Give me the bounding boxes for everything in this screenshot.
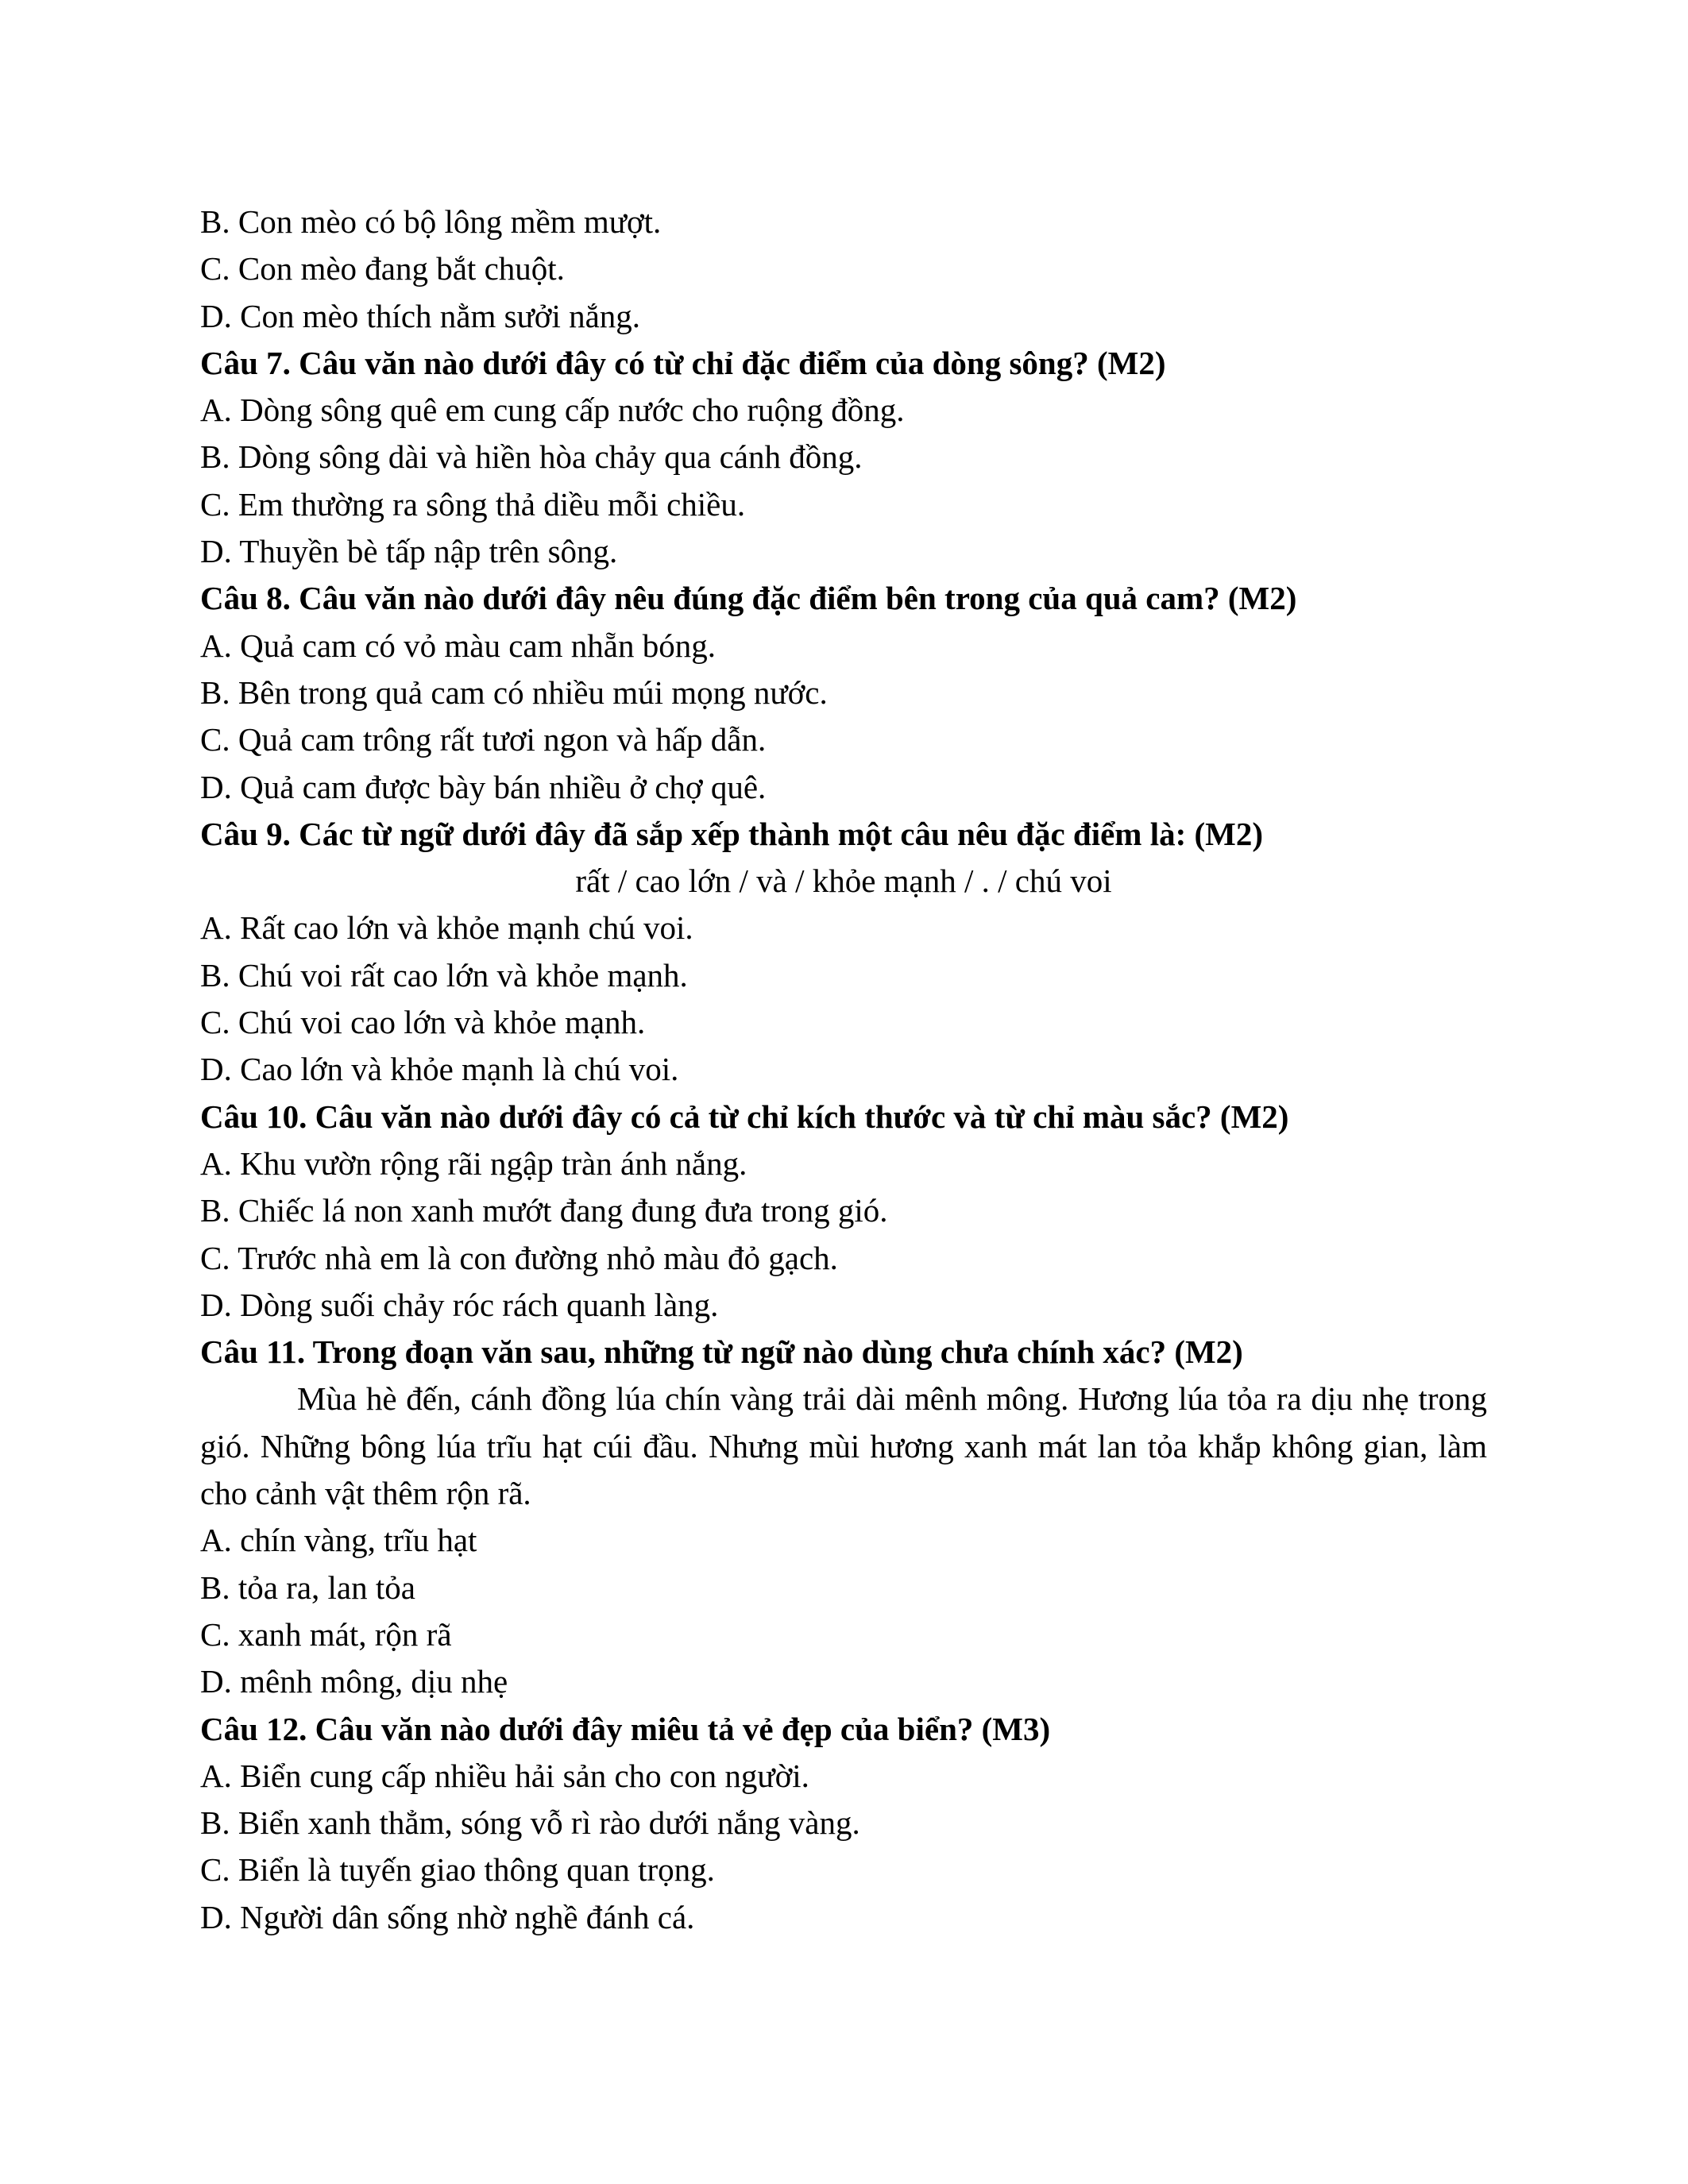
q11-title: Câu 11. Trong đoạn văn sau, những từ ngữ nào dùng chưa chính xác? (M2) <box>200 1333 1243 1371</box>
worksheet-content <box>200 199 1487 1941</box>
q10-option-d: D. Dòng suối chảy róc rách quanh làng. <box>200 1286 719 1323</box>
q9-word-list: rất / cao lớn / và / khỏe mạnh / . / chú voi <box>575 862 1112 900</box>
q6-option-b: B. Con mèo có bộ lông mềm mượt. <box>200 203 662 240</box>
q9-option-c: C. Chú voi cao lớn và khỏe mạnh. <box>200 1004 646 1041</box>
q10-option-a: A. Khu vườn rộng rãi ngập tràn ánh nắng. <box>200 1144 747 1182</box>
q10-option-b: B. Chiếc lá non xanh mướt đang đung đưa trong gió. <box>200 1192 888 1229</box>
q10-option-c: C. Trước nhà em là con đường nhỏ màu đỏ gạch. <box>200 1239 838 1276</box>
q8-title: Câu 8. Câu văn nào dưới đây nêu đúng đặc điểm bên trong của quả cam? (M2) <box>200 580 1297 617</box>
q11-option-d: D. mênh mông, dịu nhẹ <box>200 1663 508 1700</box>
q10-title: Câu 10. Câu văn nào dưới đây có cả từ chỉ kích thước và từ chỉ màu sắc? (M2) <box>200 1098 1289 1135</box>
q7-title: Câu 7. Câu văn nào dưới đây có từ chỉ đặc điểm của dòng sông? (M2) <box>200 344 1166 381</box>
q8-option-a: A. Quả cam có vỏ màu cam nhẵn bóng. <box>200 627 716 664</box>
q8-option-d: D. Quả cam được bày bán nhiều ở chợ quê. <box>200 768 767 805</box>
q8-option-c: C. Quả cam trông rất tươi ngon và hấp dẫn. <box>200 721 767 758</box>
q7-option-b: B. Dòng sông dài và hiền hòa chảy qua cánh đồng. <box>200 438 863 476</box>
q7-option-d: D. Thuyền bè tấp nập trên sông. <box>200 533 618 570</box>
q6-option-d: D. Con mèo thích nằm sưởi nắng. <box>200 297 641 334</box>
q12-option-b: B. Biển xanh thẳm, sóng vỗ rì rào dưới nắng vàng. <box>200 1804 860 1842</box>
q11-option-b: B. tỏa ra, lan tỏa <box>200 1569 415 1606</box>
q9-title: Câu 9. Các từ ngữ dưới đây đã sắp xếp thành một câu nêu đặc điểm là: (M2) <box>200 815 1264 852</box>
q9-option-a: A. Rất cao lớn và khỏe mạnh chú voi. <box>200 909 693 947</box>
q7-option-c: C. Em thường ra sông thả diều mỗi chiều. <box>200 485 746 523</box>
q8-option-b: B. Bên trong quả cam có nhiều múi mọng nước. <box>200 673 828 711</box>
q12-option-c: C. Biển là tuyến giao thông quan trọng. <box>200 1851 715 1889</box>
q7-option-a: A. Dòng sông quê em cung cấp nước cho ruộng đồng. <box>200 392 905 429</box>
q6-option-c: C. Con mèo đang bắt chuột. <box>200 250 565 287</box>
q9-option-b: B. Chú voi rất cao lớn và khỏe mạnh. <box>200 956 688 994</box>
q11-option-c: C. xanh mát, rộn rã <box>200 1615 452 1653</box>
q11-option-a: A. chín vàng, trĩu hạt <box>200 1522 477 1559</box>
q9-option-d: D. Cao lớn và khỏe mạnh là chú voi. <box>200 1051 679 1088</box>
q12-option-a: A. Biển cung cấp nhiều hải sản cho con người. <box>200 1757 809 1794</box>
q11-passage: Mùa hè đến, cánh đồng lúa chín vàng trải dài mênh mông. Hương lúa tỏa ra dịu nhẹ trong gió. Những bông lúa trĩu hạt cúi đầu. Nhưng mùi hương xanh mát lan tỏa khắp không gian, làm cho cảnh vật thêm rộn rã. <box>200 1380 1487 1512</box>
q12-title: Câu 12. Câu văn nào dưới đây miêu tả vẻ đẹp của biển? (M3) <box>200 1710 1051 1747</box>
q12-option-d: D. Người dân sống nhờ nghề đánh cá. <box>200 1898 695 1935</box>
